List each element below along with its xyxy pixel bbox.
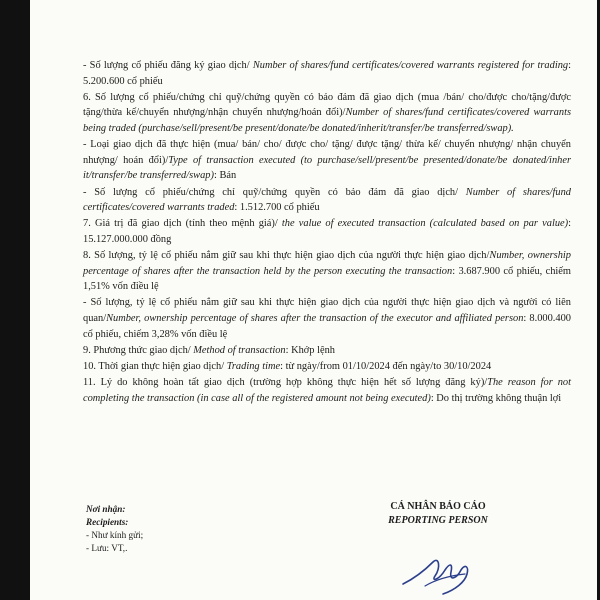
item-6-shares-traded: 6. Số lượng cổ phiếu/chứng chỉ quỹ/chứng quyền có bảo đảm đã giao dịch (mua /bán/ cho/được cho/tặng/được tặng/thừa kế/chuyển nhượng/nhận chuyển nhượng/hoán đổi)/Number of shares/fund certificates/covered warrants being traded (purchase/sell/present/be present/donate/be donated/inherit/transfer/be transferred/swap). [83, 91, 571, 134]
recipient-line: - Như kính gửi; [86, 530, 144, 540]
item-transaction-type: - Loại giao dịch đã thực hiện (mua/ bán/ cho/ được cho/ tặng/ được tặng/ thừa kế/ chuyển nhượng/ nhận chuyển nhượng/ hoán đổi)/Type of transaction executed (to purchase/sell/present/be presented/donate/be donated/inher it/transfer/be transferred/swap): Bán [83, 139, 571, 182]
item-10-trading-time: 10. Thời gian thực hiện giao dịch/ Trading time: từ ngày/from 01/10/2024 đến ngày/to 30/10/2024 [83, 361, 492, 373]
signature-stroke [403, 560, 468, 594]
item-ownership-with-affiliates: - Số lượng, tỷ lệ cổ phiếu nắm giữ sau khi thực hiện giao dịch của người thực hiện giao dịch và người có liên quan/Number, ownership percentage of shares after the transaction of the executor and affiliated person: 8.000.400 cổ phiếu, chiếm 3,28% vốn điều lệ [83, 297, 571, 340]
item-8-ownership-after: 8. Số lượng, tỷ lệ cổ phiếu nắm giữ sau khi thực hiện giao dịch của người thực hiện giao dịch/Number, ownership percentage of shares after the transaction held by the person executing the transaction: 3.687.900 cổ phiếu, chiếm 1,51% vốn điều lệ [83, 250, 572, 293]
recipient-line: - Lưu: VT,. [86, 543, 128, 553]
recipients-heading-en: Recipients: [86, 517, 129, 527]
item-registered-shares: - Số lượng cổ phiếu đăng ký giao dịch/ Number of shares/fund certificates/covered warrants registered for trading: 5.200.600 cổ phiếu [83, 60, 571, 87]
item-7-transaction-value: 7. Giá trị đã giao dịch (tính theo mệnh giá)/ the value of executed transaction (calculated based on par value): 15.127.000.000 đồng [83, 218, 571, 245]
document-body [83, 58, 571, 406]
item-shares-traded-count: - Số lượng cổ phiếu/chứng chỉ quỹ/chứng quyền có bảo đảm đã giao dịch/ Number of shares/fund certificates/covered warrants traded: 1.512.700 cổ phiếu [83, 186, 571, 214]
signature-underline [425, 574, 465, 586]
reporting-person-title-en: REPORTING PERSON [388, 515, 488, 526]
document-page [30, 0, 597, 600]
recipients-block [86, 503, 286, 555]
item-9-method: 9. Phương thức giao dịch/ Method of transaction: Khớp lệnh [83, 344, 335, 356]
recipients-heading-vi: Nơi nhận: [86, 504, 126, 514]
signature-image [395, 540, 485, 600]
reporting-person-title-vi: CÁ NHÂN BÁO CÁO [390, 501, 486, 512]
item-11-reason: 11. Lý do không hoàn tất giao dịch (trường hợp không thực hiện hết số lượng đăng ký)/The reason for not completing the transaction (in case all of the registered amount not being executed): Do thị trường không thuận lợi [83, 377, 571, 404]
reporting-person-block [363, 500, 513, 528]
